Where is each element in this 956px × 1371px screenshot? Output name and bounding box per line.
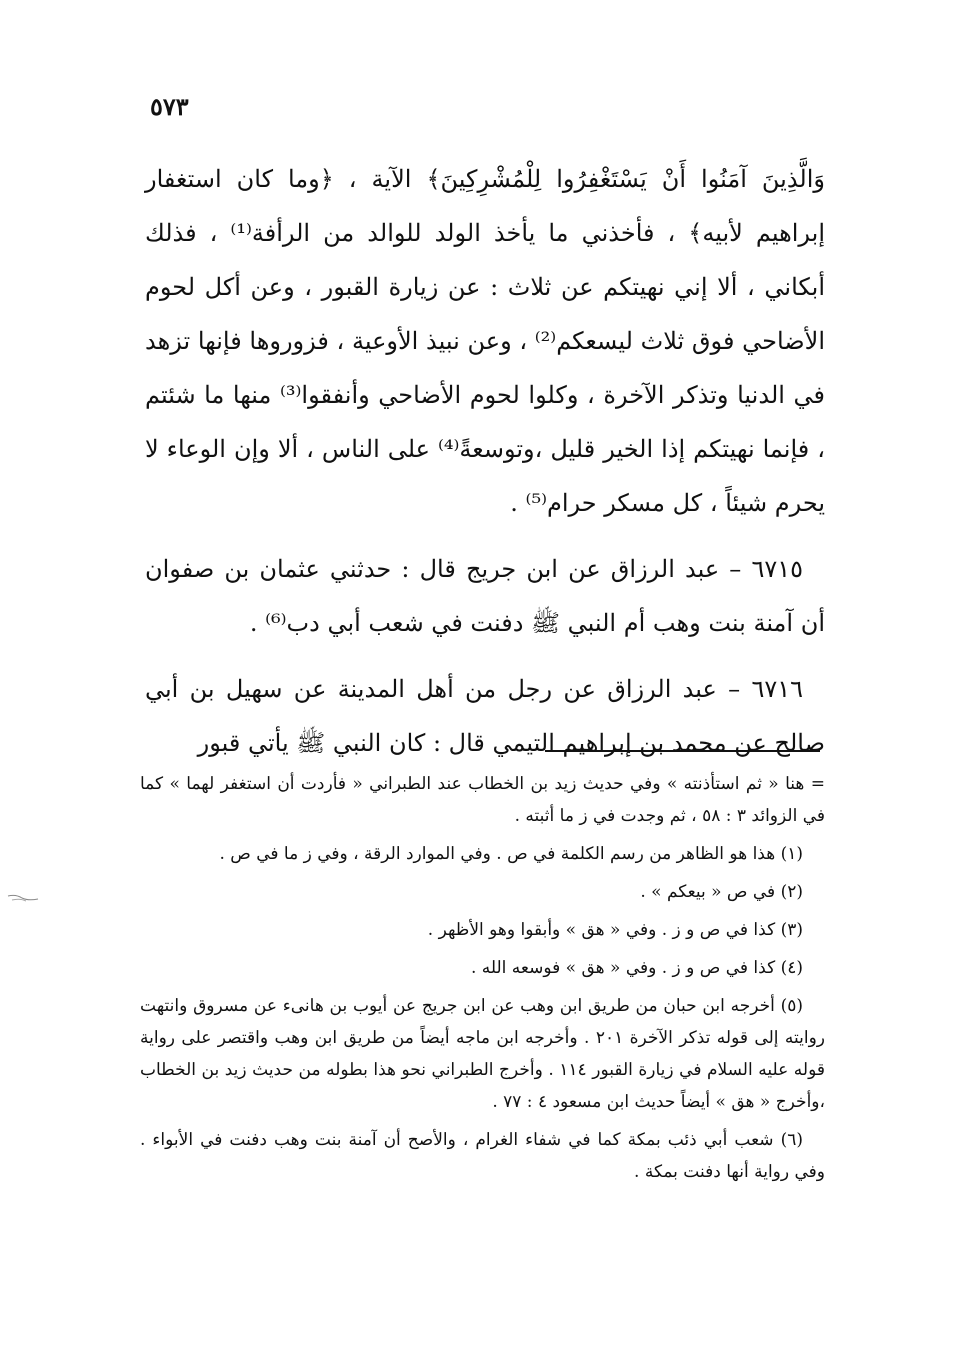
footnote-5: (٥) أخرجه ابن حبان من طريق ابن وهب عن ابن جريج عن أيوب بن هانىء عن مسروق وانتهت روايته إلى قوله تذكر الآخرة ٢٠١ . وأخرجه ابن ماجه أيضاً من طريق ابن وهب واقتصر على رواية قوله عليه السلام في زيارة القبور ١١٤ . وأخرج الطبراني نحو هذا بطوله من حديث زيد بن الخطاب ،وأخرج « هق » أيضاً حديث ابن مسعود ٤ : ٧٧ . [140,996,825,1112]
footnote-continuation: = هنا « ثم استأذنته » وفي حديث زيد بن الخطاب عند الطبراني « فأردت أن استغفر لهما » كما في الزوائد ٣ : ٥٨ ، ثم وجدت في ز ما أثبته . [140,774,825,826]
footnote-2: (٢) في ص « بيعكم » . [640,882,803,902]
footnote-1: (١) هذا هو الظاهر من رسم الكلمة في ص . وفي الموارد الرقة ، وفي ز ما في ص . [219,844,803,864]
hadith-paragraph-continuation: وَالَّذِينَ آمَنُوا أَنْ يَسْتَغْفِرُوا لِلْمُشْرِكِينَ﴾ الآية ، ﴿وما كان استغفار إبراهيم لأبيه﴾ ، فأخذني ما يأخذ الولد للوالد من الرأفة⁽¹⁾ ، فذلك أبكاني ، ألا إني نهيتكم عن ثلاث : عن زيارة القبور ، وعن أكل لحوم الأضاحي فوق ثلاث ليسعكم⁽²⁾ ، وعن نبيذ الأوعية ، فزوروها فإنها تزهد في الدنيا وتذكر الآخرة ، وكلوا لحوم الأضاحي وأنفقوا⁽³⁾ منها ما شئتم ، فإنما نهيتكم إذا الخير قليل ،وتوسعةً⁽⁴⁾ على الناس ، ألا وإن الوعاء لا يحرم شيئاً ، كل مسكر حرام⁽⁵⁾ . [145,165,826,517]
page-number: ٥٧٣ [150,92,189,121]
hadith-paragraph-6716: ٦٧١٦ – عبد الرزاق عن رجل من أهل المدينة عن سهيل بن أبي صالح عن محمد بن إبراهيم التيمي قال : كان النبي ﷺ يأتي قبور [145,675,825,757]
footnote-6: (٦) شعب أبي ذئب بمكة كما في شفاء الغرام ، والأصح أن آمنة بنت وهب دفنت في الأبواء . وفي رواية أنها دفنت بمكة . [140,1130,825,1182]
footnote-3: (٣) كذا في ص و ز . وفي « هق » وأبقوا وهو الأظهر . [427,920,803,940]
scan-smudge [6,892,40,904]
main-text [145,152,825,780]
footnote-separator [545,750,820,752]
footnotes [140,768,825,1194]
hadith-paragraph-6715: ٦٧١٥ – عبد الرزاق عن ابن جريج قال : حدثني عثمان بن صفوان أن آمنة بنت وهب أم النبي ﷺ دفنت في شعب أبي دب⁽⁶⁾ . [145,555,825,637]
footnote-4: (٤) كذا في ص و ز . وفي « هق » فوسعه الله . [470,958,803,978]
